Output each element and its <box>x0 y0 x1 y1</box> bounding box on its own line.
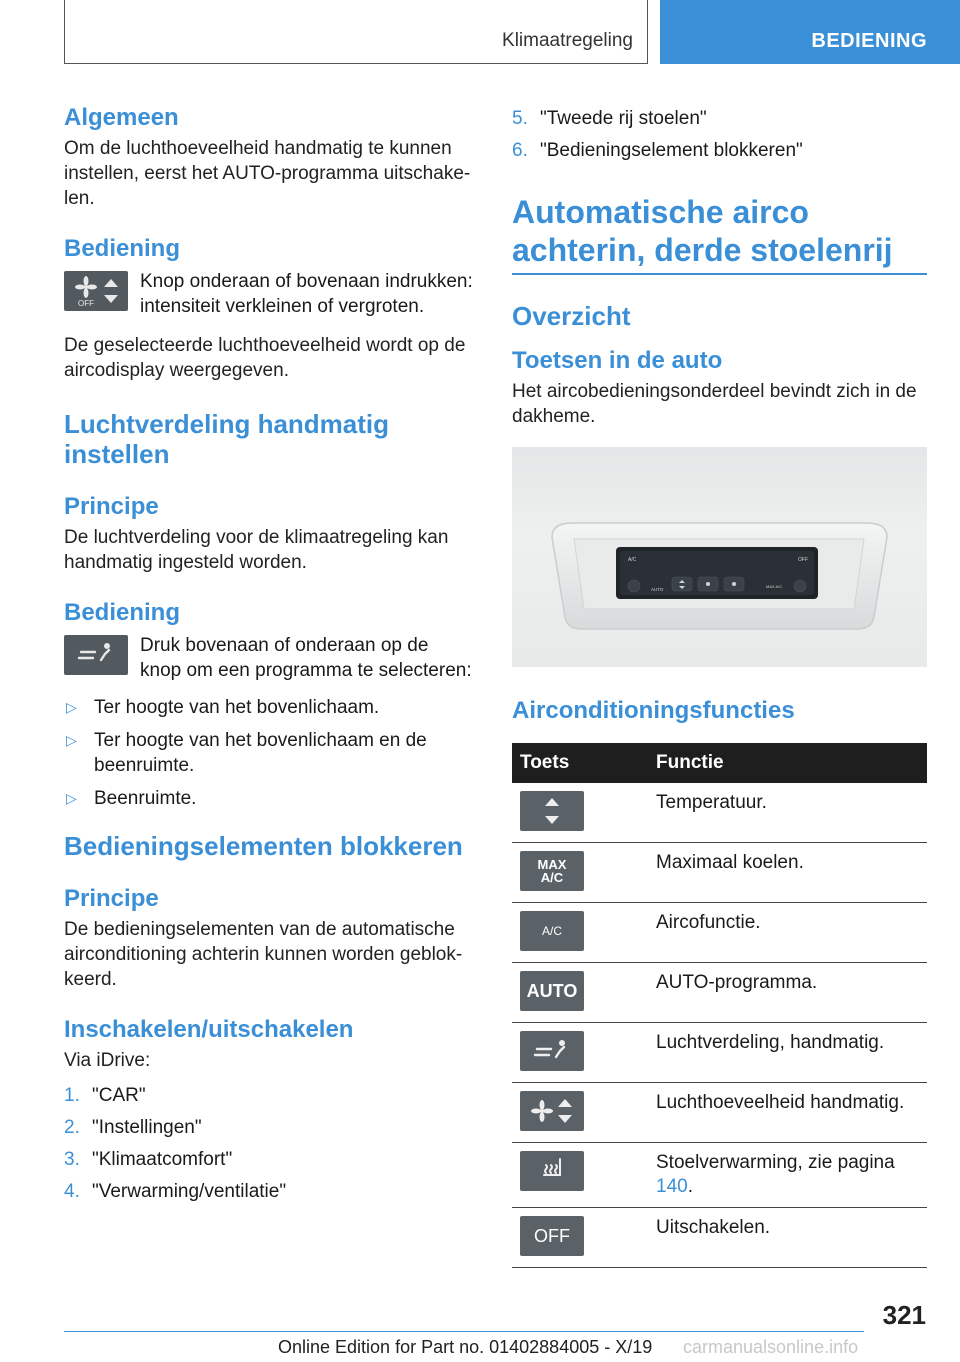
table-row: AUTO AUTO-programma. <box>512 963 927 1023</box>
table-row: MAX A/C Maximaal koelen. <box>512 843 927 903</box>
triangle-bullet-icon: ▷ <box>66 732 77 748</box>
list-item: ▷ Ter hoogte van het bovenlichaam en de beenruimte. <box>66 730 427 776</box>
fan-speed-icon <box>520 1091 584 1131</box>
header-tab-label: BEDIENING <box>811 30 927 52</box>
heading-toetsen: Toetsen in de auto <box>512 347 723 374</box>
toetsen-text: Het aircobedieningsonderdeel bevindt zich in de dakheme. <box>512 381 917 427</box>
bediening2-text: Druk bovenaan of onderaan op de knop om een programma te selecteren: <box>140 635 472 681</box>
left-column <box>64 96 474 1211</box>
panel-auto-label: AUTO <box>651 587 664 592</box>
heading-principe-1: Principe <box>64 493 159 520</box>
list-item: 1. "CAR" <box>64 1085 146 1106</box>
page-link[interactable]: 140 <box>656 1176 688 1197</box>
roof-control-photo <box>512 447 927 667</box>
table-row: Luchtverdeling, handmatig. <box>512 1023 927 1083</box>
temperature-up-down-icon <box>520 791 584 831</box>
heading-inschakelen: Inschakelen/uitschakelen <box>64 1016 354 1043</box>
right-column <box>512 106 927 1268</box>
heading-algemeen: Algemeen <box>64 104 179 131</box>
list-item: ▷ Beenruimte. <box>66 788 197 809</box>
air-distribution-icon <box>64 635 128 675</box>
list-item: 5. "Tweede rij stoelen" <box>512 108 707 129</box>
watermark: carmanualsonline.info <box>683 1337 859 1357</box>
heading-bediening-1: Bediening <box>64 235 181 262</box>
max-ac-icon: MAX A/C <box>520 851 584 891</box>
seat-heating-icon <box>520 1151 584 1191</box>
footer-divider <box>64 1331 864 1332</box>
algemeen-text: Om de luchthoeveelheid handmatig te kunnen instellen, eerst het AUTO-programma uitschakelen. <box>64 138 471 209</box>
header-section-title: Klimaatregeling <box>502 30 633 51</box>
bediening1-after: De geselecteerde luchthoeveelheid wordt op de aircodisplay weergegeven. <box>64 335 466 381</box>
table-row: Temperatuur. <box>512 783 927 843</box>
page-number: 321 <box>882 1300 926 1330</box>
principe1-text: De luchtverdeling voor de klimaatregeling kan handmatig ingesteld worden. <box>64 527 449 573</box>
table-row: OFF Uitschakelen. <box>512 1208 927 1268</box>
air-distribution-icon <box>520 1031 584 1071</box>
header-section-box <box>64 0 648 64</box>
off-label: OFF <box>78 299 94 308</box>
bediening-airdist-row <box>64 633 474 683</box>
table-row: Stoelverwarming, zie pagina 140. <box>512 1143 927 1208</box>
list-item: 2. "Instellingen" <box>64 1117 202 1138</box>
table-row: A/C Aircofunctie. <box>512 903 927 963</box>
airdist-options-list <box>64 695 474 811</box>
heading-luchtverdeling: Luchtverdeling handmatig instellen <box>64 409 390 469</box>
triangle-bullet-icon: ▷ <box>66 790 77 806</box>
edition-text: Online Edition for Part no. 01402884005 - X/19 <box>278 1337 653 1357</box>
functions-table <box>512 743 927 1268</box>
list-item: 4. "Verwarming/ventilatie" <box>64 1181 287 1202</box>
list-item: 3. "Klimaatcomfort" <box>64 1149 233 1170</box>
triangle-bullet-icon: ▷ <box>66 699 77 715</box>
header-tab[interactable] <box>660 0 960 64</box>
list-item: 6. "Bedieningselement blokkeren" <box>512 140 803 161</box>
panel-ac-label: A/C <box>628 557 637 563</box>
heading-principe-2: Principe <box>64 885 159 912</box>
panel-off-label: OFF <box>798 557 808 563</box>
column-header-toets: Toets <box>512 743 648 783</box>
list-item: ▷ Ter hoogte van het bovenlichaam. <box>66 697 380 718</box>
heading-bediening-2: Bediening <box>64 599 181 626</box>
heading-blokkeren: Bedieningselementen blokkeren <box>64 831 463 861</box>
off-icon: OFF <box>520 1216 584 1256</box>
fan-speed-icon <box>64 271 128 311</box>
bediening1-text: Knop onderaan of bovenaan indrukken: intensiteit verkleinen of vergroten. <box>140 271 473 317</box>
via-idrive: Via iDrive: <box>64 1050 151 1071</box>
idrive-steps-list <box>64 1083 474 1204</box>
heading-functies: Airconditioningsfuncties <box>512 697 795 724</box>
heading-overzicht: Overzicht <box>512 301 631 331</box>
table-header-row <box>512 743 927 783</box>
chapter-title: Automatische airco achterin, derde stoelenrij <box>512 193 927 275</box>
column-header-functie: Functie <box>648 743 927 783</box>
auto-icon: AUTO <box>520 971 584 1011</box>
idrive-steps-list-cont <box>512 106 927 163</box>
principe2-text: De bedieningselementen van de automatische airconditioning achterin kunnen worden geblokkeerd. <box>64 919 463 990</box>
ac-icon: A/C <box>520 911 584 951</box>
table-row: Luchthoeveelheid handmatig. <box>512 1083 927 1143</box>
panel-max-label: MAX A/C <box>766 584 783 589</box>
bediening-fan-row <box>64 269 474 319</box>
